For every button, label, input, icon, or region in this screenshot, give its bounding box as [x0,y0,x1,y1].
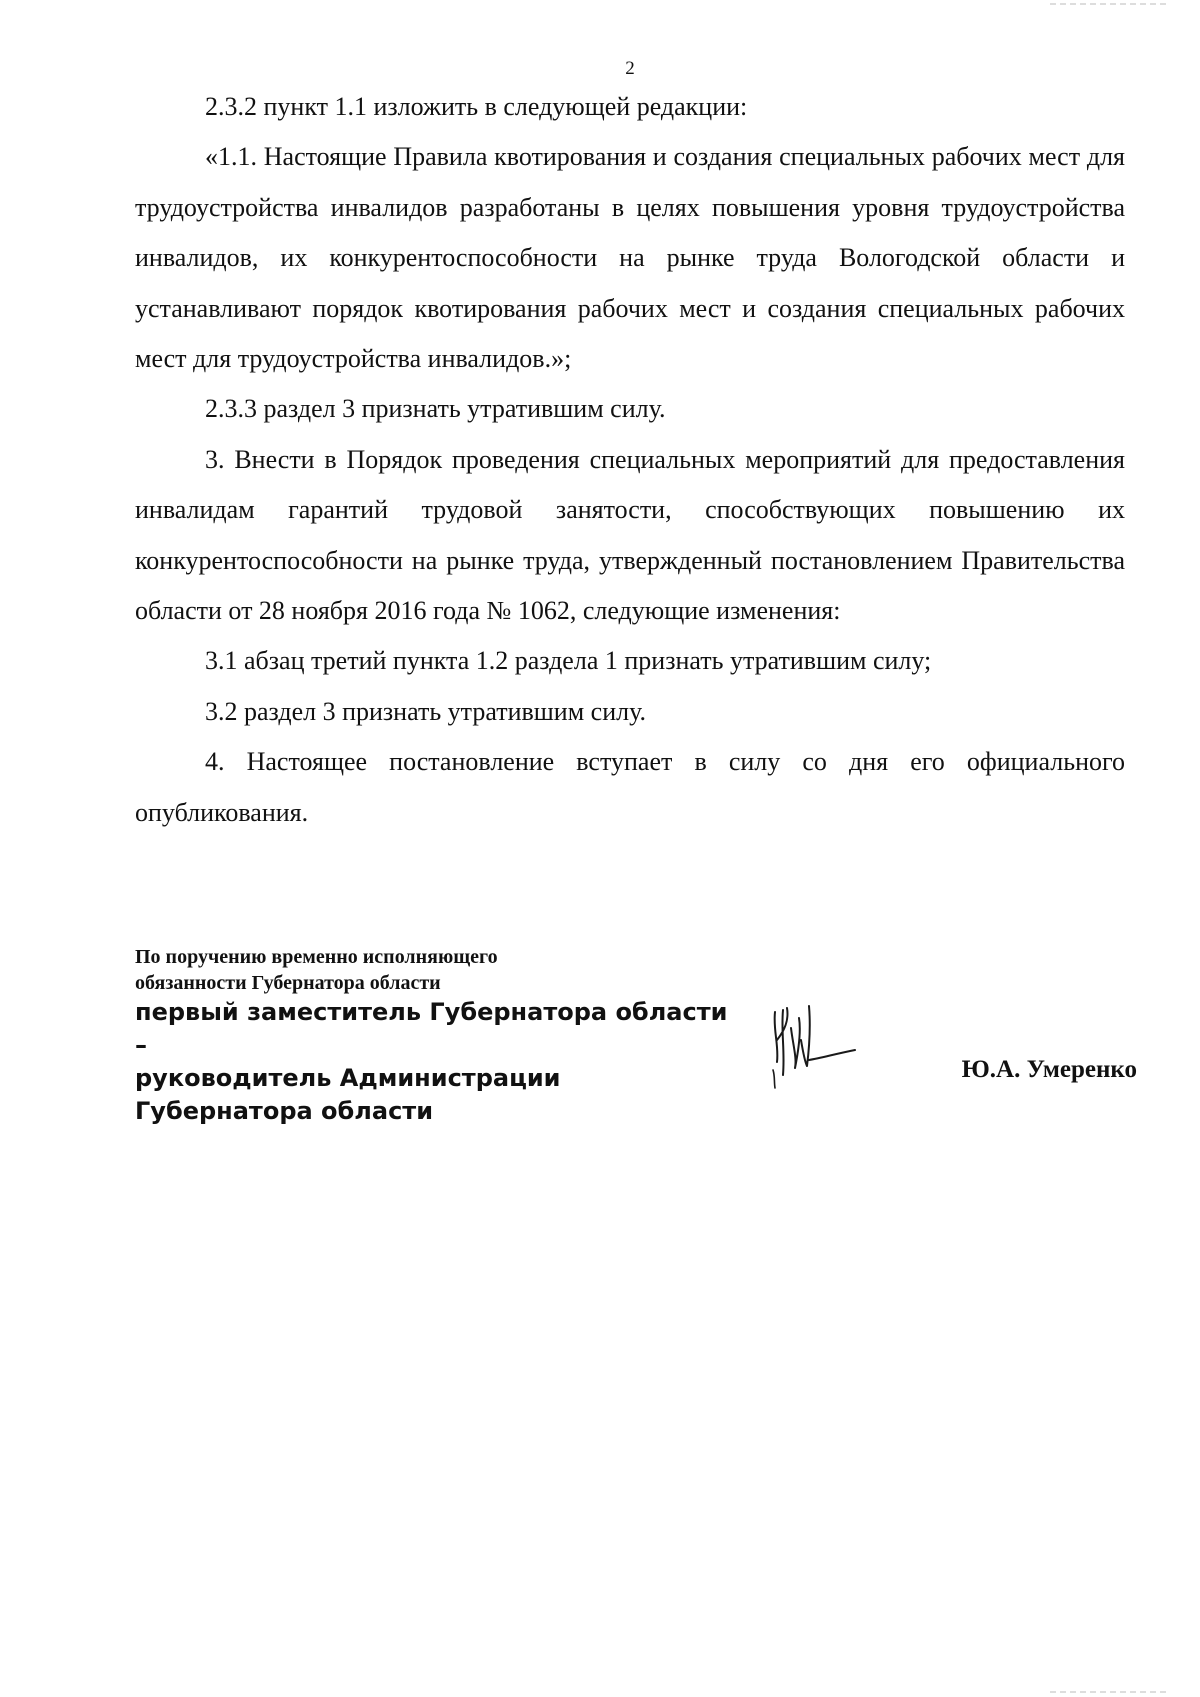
handwritten-signature [765,1000,865,1090]
scan-edge-mark-top [1050,2,1170,6]
paragraph-3: 3. Внести в Порядок проведения специальных мероприятий для предоставления инвалидам гарантий трудовой занятости, способствующих повышению их конкурентоспособности на рынке труда, утвержденный постановлением Правительства области от 28 ноября 2016 года № 1062, следующие изменения: [135,444,1125,626]
paragraph-3-1: 3.1 абзац третий пункта 1.2 раздела 1 признать утратившим силу; [205,646,932,676]
signer-title-line-4: руководитель Администрации [135,1064,561,1092]
paragraph-2-3-3: 2.3.3 раздел 3 признать утратившим силу. [205,394,666,424]
signature-block [135,944,1137,1125]
signer-title-line-2: обязанности Губернатора области [135,972,441,994]
signer-title-line-5: Губернатора области [135,1097,434,1125]
scan-edge-mark-bottom [1050,1690,1170,1694]
signer-title-line-3: первый заместитель Губернатора области – [135,998,728,1059]
paragraph-rules-1-1: «1.1. Настоящие Правила квотирования и создания специальных рабочих мест для трудоустройства инвалидов разработаны в целях повышения уровня трудоустройства инвалидов, их конкурентоспособности на рынке труда Вологодской области и устанавливают порядок квотирования рабочих мест и создания специальных рабочих мест для трудоустройства инвалидов.»; [135,142,1125,374]
paragraph-3-2: 3.2 раздел 3 признать утратившим силу. [205,696,646,726]
signer-title [135,944,735,1128]
document-body [135,82,1125,838]
signer-title-line-1: По поручению временно исполняющего [135,946,498,968]
page-number: 2 [625,58,635,79]
paragraph-2-3-2: 2.3.2 пункт 1.1 изложить в следующей редакции: [205,92,748,121]
paragraph-4: 4. Настоящее постановление вступает в силу со дня его официального опубликования. [135,747,1125,827]
signer-name: Ю.А. Умеренко [961,1056,1137,1083]
